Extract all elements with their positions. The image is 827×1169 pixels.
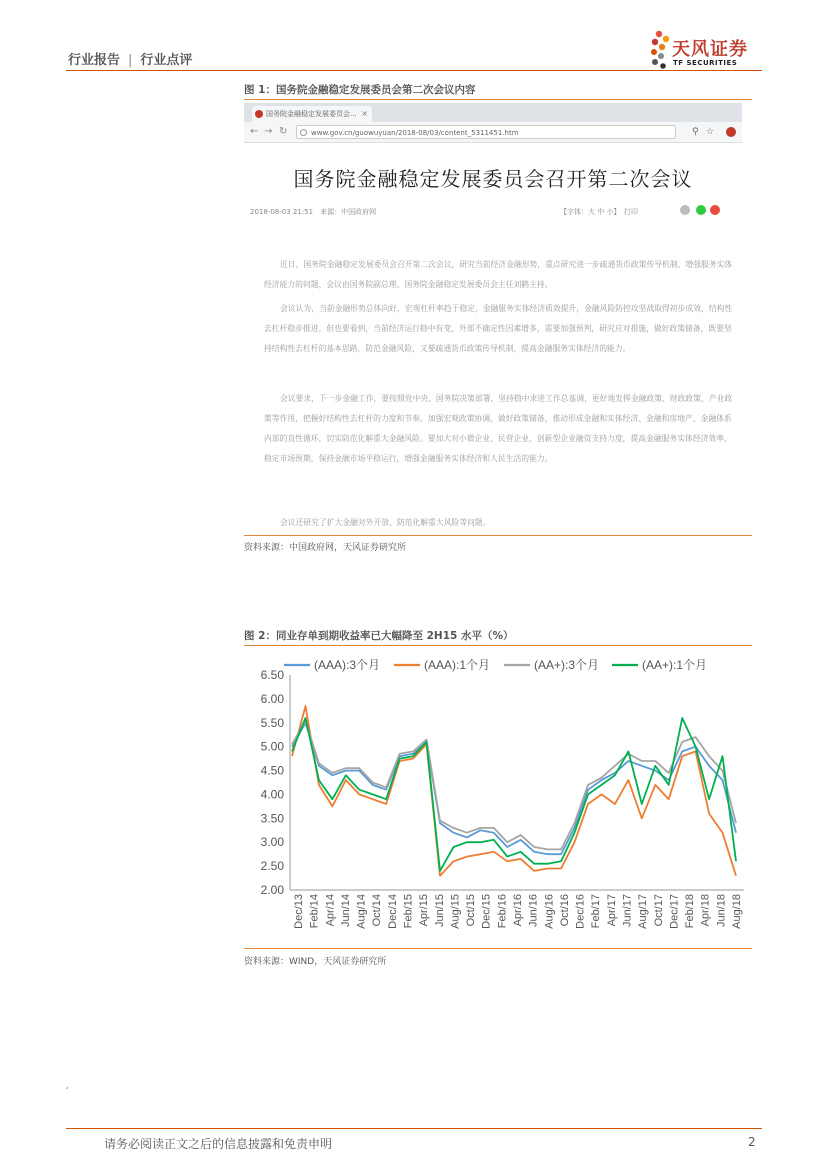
- x-tick-label: Dec/13: [293, 894, 305, 929]
- y-tick-label: 2.50: [260, 859, 284, 874]
- legend-label: (AA+):3个月: [534, 658, 600, 672]
- article-paragraph: 会议认为，当前金融形势总体向好，宏观杠杆率趋于稳定，金融服务实体经济质效提升，金融风险防控攻坚战取得初步成效，结构性去杠杆稳步推进，但也要看到，当前经济运行稳中有变，外部不确定性因素增多，需要加强预判，研究应对措施，做好政策储备，既要坚持结构性去杠杆的基本思路，防范金融风险，又要疏通货币政策传导机制，提高金融服务实体经济的能力。: [264, 304, 733, 353]
- x-tick-label: Oct/17: [652, 894, 665, 927]
- separator: |: [128, 53, 133, 68]
- figure2-top-rule: [244, 645, 752, 646]
- report-category: [68, 49, 192, 68]
- x-tick-label: Jun/17: [621, 894, 634, 928]
- header-divider: [66, 70, 762, 71]
- brand-name: 天风证券: [672, 39, 748, 60]
- figure1-title: 图 1：国务院金融稳定发展委员会第二次会议内容: [244, 84, 476, 96]
- reload-icon[interactable]: ↻: [279, 126, 288, 137]
- weibo-icon[interactable]: [710, 205, 720, 215]
- figure2-title: 图 2：同业存单到期收益率已大幅降至 2H15 水平（%）: [244, 630, 514, 642]
- x-tick-label: Apr/14: [324, 894, 337, 927]
- x-tick-label: Apr/18: [699, 894, 712, 927]
- y-tick-label: 2.00: [260, 883, 284, 897]
- x-tick-label: Apr/16: [512, 894, 524, 927]
- x-tick-label: Feb/16: [496, 894, 509, 929]
- x-tick-label: Jun/18: [715, 894, 728, 928]
- x-tick-label: Feb/14: [308, 894, 321, 929]
- wechat-icon[interactable]: [696, 205, 706, 215]
- search-icon[interactable]: ⚲: [692, 127, 699, 137]
- page-number: 2: [748, 1135, 756, 1149]
- forward-icon[interactable]: →: [264, 126, 273, 137]
- y-tick-label: 4.00: [260, 787, 284, 802]
- figure2-source: 资料来源：WIND，天风证券研究所: [244, 957, 387, 967]
- report-type: 行业报告: [68, 53, 121, 68]
- series-line: [292, 706, 736, 876]
- legend-label: (AAA):3个月: [314, 658, 381, 672]
- x-tick-label: Apr/17: [605, 894, 618, 927]
- browser-tabbar: [244, 103, 742, 122]
- x-tick-label: Feb/18: [684, 894, 697, 929]
- share-icon[interactable]: [680, 205, 690, 215]
- x-tick-label: Dec/15: [480, 894, 493, 929]
- x-tick-label: Oct/14: [371, 894, 384, 927]
- yield-chart: [244, 650, 754, 940]
- figure1-top-rule: [244, 99, 752, 100]
- figure1-bottom-rule: [244, 535, 752, 536]
- legend-label: (AA+):1个月: [642, 658, 708, 672]
- x-tick-label: Aug/15: [449, 894, 462, 929]
- x-tick-label: Jun/14: [339, 894, 352, 928]
- browser-screenshot: [244, 103, 742, 533]
- article-meta: 2018-08-03 21:51 来源：中国政府网: [250, 208, 377, 216]
- close-tab-icon[interactable]: ×: [361, 109, 368, 118]
- figure1-source: 资料来源：中国政府网，天风证券研究所: [244, 543, 407, 553]
- x-tick-label: Jun/15: [433, 894, 446, 928]
- browser-tab[interactable]: [252, 106, 372, 122]
- x-tick-label: Dec/14: [386, 894, 399, 929]
- y-tick-label: 6.50: [260, 668, 284, 682]
- extension-icon[interactable]: [726, 127, 736, 137]
- y-tick-label: 5.00: [260, 739, 284, 754]
- footer-divider: [66, 1128, 762, 1129]
- x-tick-label: Aug/16: [543, 894, 556, 929]
- x-tick-label: Oct/15: [465, 894, 478, 927]
- x-tick-label: Feb/15: [402, 894, 415, 929]
- favicon-icon: [255, 110, 263, 118]
- figure2-bottom-rule: [244, 948, 752, 949]
- x-tick-label: Aug/14: [355, 894, 368, 929]
- x-tick-label: Jun/16: [527, 894, 540, 928]
- y-tick-label: 3.50: [260, 811, 284, 826]
- url-field[interactable]: [296, 125, 676, 139]
- x-tick-label: Dec/17: [668, 894, 681, 929]
- disclaimer: 请务必阅读正文之后的信息披露和免责申明: [104, 1137, 333, 1151]
- y-tick-label: 5.50: [260, 715, 284, 730]
- y-tick-label: 6.00: [260, 691, 284, 706]
- stray-mark: ‘: [66, 1086, 69, 1095]
- article-tools: 【字体：大 中 小】 打印: [560, 208, 638, 216]
- info-icon: [300, 129, 307, 136]
- x-tick-label: Feb/17: [590, 894, 603, 929]
- article-paragraph: 近日，国务院金融稳定发展委员会召开第二次会议，研究当前经济金融形势，重点研究进一步疏通货币政策传导机制、增强服务实体经济能力的问题，会议由国务院副总理、国务院金融稳定发展委员会主任刘鹤主持。: [264, 260, 733, 289]
- star-icon[interactable]: ☆: [706, 127, 715, 137]
- x-tick-label: Oct/16: [558, 894, 571, 927]
- article-paragraph: 会议还研究了扩大金融对外开放、防范化解重大风险等问题。: [280, 518, 491, 527]
- url-text: www.gov.cn/guowuyuan/2018-08/03/content_5311451.htm: [311, 129, 519, 137]
- tab-title: 国务院金融稳定发展委员会...: [266, 110, 357, 118]
- y-tick-label: 4.50: [260, 763, 284, 778]
- legend-label: (AAA):1个月: [424, 658, 491, 672]
- brand-sub: TF SECURITIES: [673, 59, 738, 67]
- x-tick-label: Aug/18: [731, 894, 743, 929]
- y-tick-label: 3.00: [260, 835, 284, 850]
- address-bar: [244, 122, 742, 143]
- x-tick-label: Aug/17: [637, 894, 650, 929]
- x-tick-label: Dec/16: [574, 894, 587, 929]
- article-title: 国务院金融稳定发展委员会召开第二次会议: [293, 167, 693, 191]
- article-paragraph: 会议要求，下一步金融工作，要按照党中央、国务院决策部署，坚持稳中求进工作总基调，更好地发挥金融政策、财政政策、产业政策等作用，把握好结构性去杠杆的力度和节奏，加强宏观政策协调，做好政策储备，推动形成金融和实体经济、金融和房地产、金融体系内部的良性循环，切实防范化解重大金融风险。要加大对小微企业、民营企业、创新型企业融资支持力度，提高金融服务实体经济效率，稳定市场预期，保持金融市场平稳运行，增强金融服务实体经济和人民生活的能力。: [264, 394, 733, 463]
- back-icon[interactable]: ←: [250, 126, 259, 137]
- x-tick-label: Apr/15: [418, 894, 431, 927]
- report-subtype: 行业点评: [140, 53, 193, 68]
